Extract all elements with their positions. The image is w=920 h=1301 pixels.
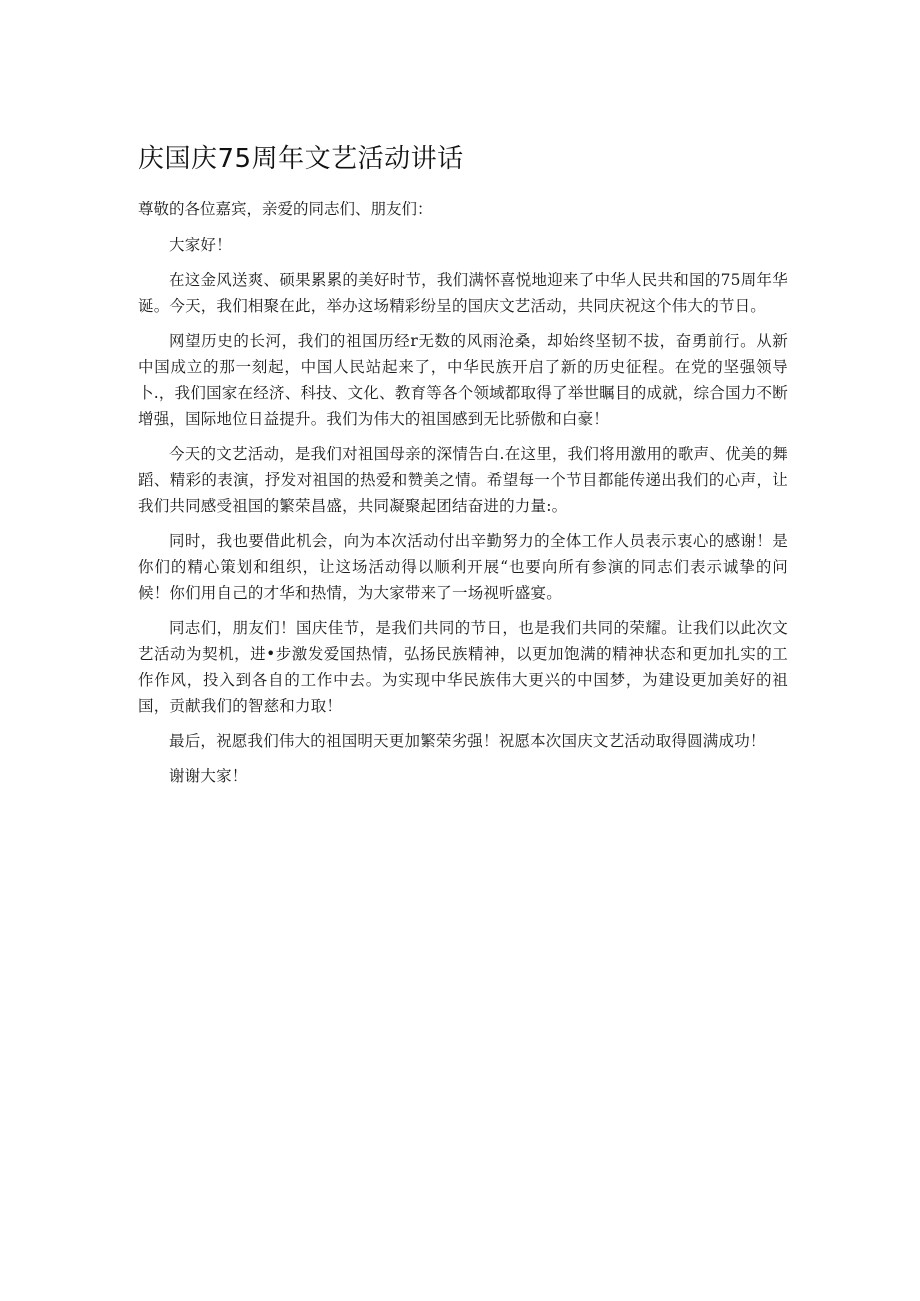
paragraph-closing: 谢谢大家！: [169, 767, 248, 785]
paragraph-wishes: 最后，祝愿我们伟大的祖国明天更加繁荣劣强！祝愿本次国庆文艺活动取得圆满成功！: [169, 732, 766, 750]
paragraph-activity: 今天的文艺活动，是我们对祖国母亲的深情告白.在这里，我们将用激用的歌声、优美的舞蹈、精彩的表演，抒发对祖国的热爱和赞美之情。希望每一个节目都能传递出我们的心声，让我们共同感受祖国的繁荣昌盛，共同凝聚起团结奋进的力量:。: [138, 445, 788, 515]
document-title: 庆国庆75周年文艺活动讲话: [138, 144, 464, 174]
salutation: 尊敬的各位嘉宾，亲爱的同志们、朋友们：: [138, 200, 433, 218]
document-page: [138, 140, 788, 798]
paragraph-greeting: 大家好！: [169, 236, 232, 254]
paragraph-call-to-action: 同志们，朋友们！国庆佳节，是我们共同的节日，也是我们共同的荣耀。让我们以此次文艺活动为契机，进•步激发爱国热情，弘扬民族精神，以更加饱满的精神状态和更加扎实的工作作风，投入到各自的工作中去。为实现中华民族伟大更兴的中国梦，为建设更加美好的祖国，贡献我们的智慈和力取！: [138, 619, 788, 715]
paragraph-thanks: 同时，我也要借此机会，向为本次活动付出辛勤努力的全体工作人员表示衷心的感谢！是你们的精心策划和组织，让这场活动得以顺利开展“也要向所有参演的同志们表示诚挚的问候！你们用自己的才华和热情，为大家带来了一场视听盛宴。: [138, 532, 788, 602]
paragraph-opening: 在这金风送爽、硕果累累的美好时节，我们满怀喜悦地迎来了中华人民共和国的75周年华诞。今天，我们相聚在此，举办这场精彩纷呈的国庆文艺活动，共同庆祝这个伟大的节日。: [138, 271, 788, 315]
paragraph-history: 网望历史的长河，我们的祖国历经r无数的风雨沧桑，却始终坚韧不拔，奋勇前行。从新中国成立的那一刻起，中国人民站起来了，中华民族开启了新的历史征程。在党的坚强领导卜.，我们国家在经济、科技、文化、教育等各个领域都取得了举世瞩目的成就，综合国力不断增强，国际地位日益提升。我们为伟大的祖国感到无比骄傲和白豪！: [138, 332, 788, 428]
